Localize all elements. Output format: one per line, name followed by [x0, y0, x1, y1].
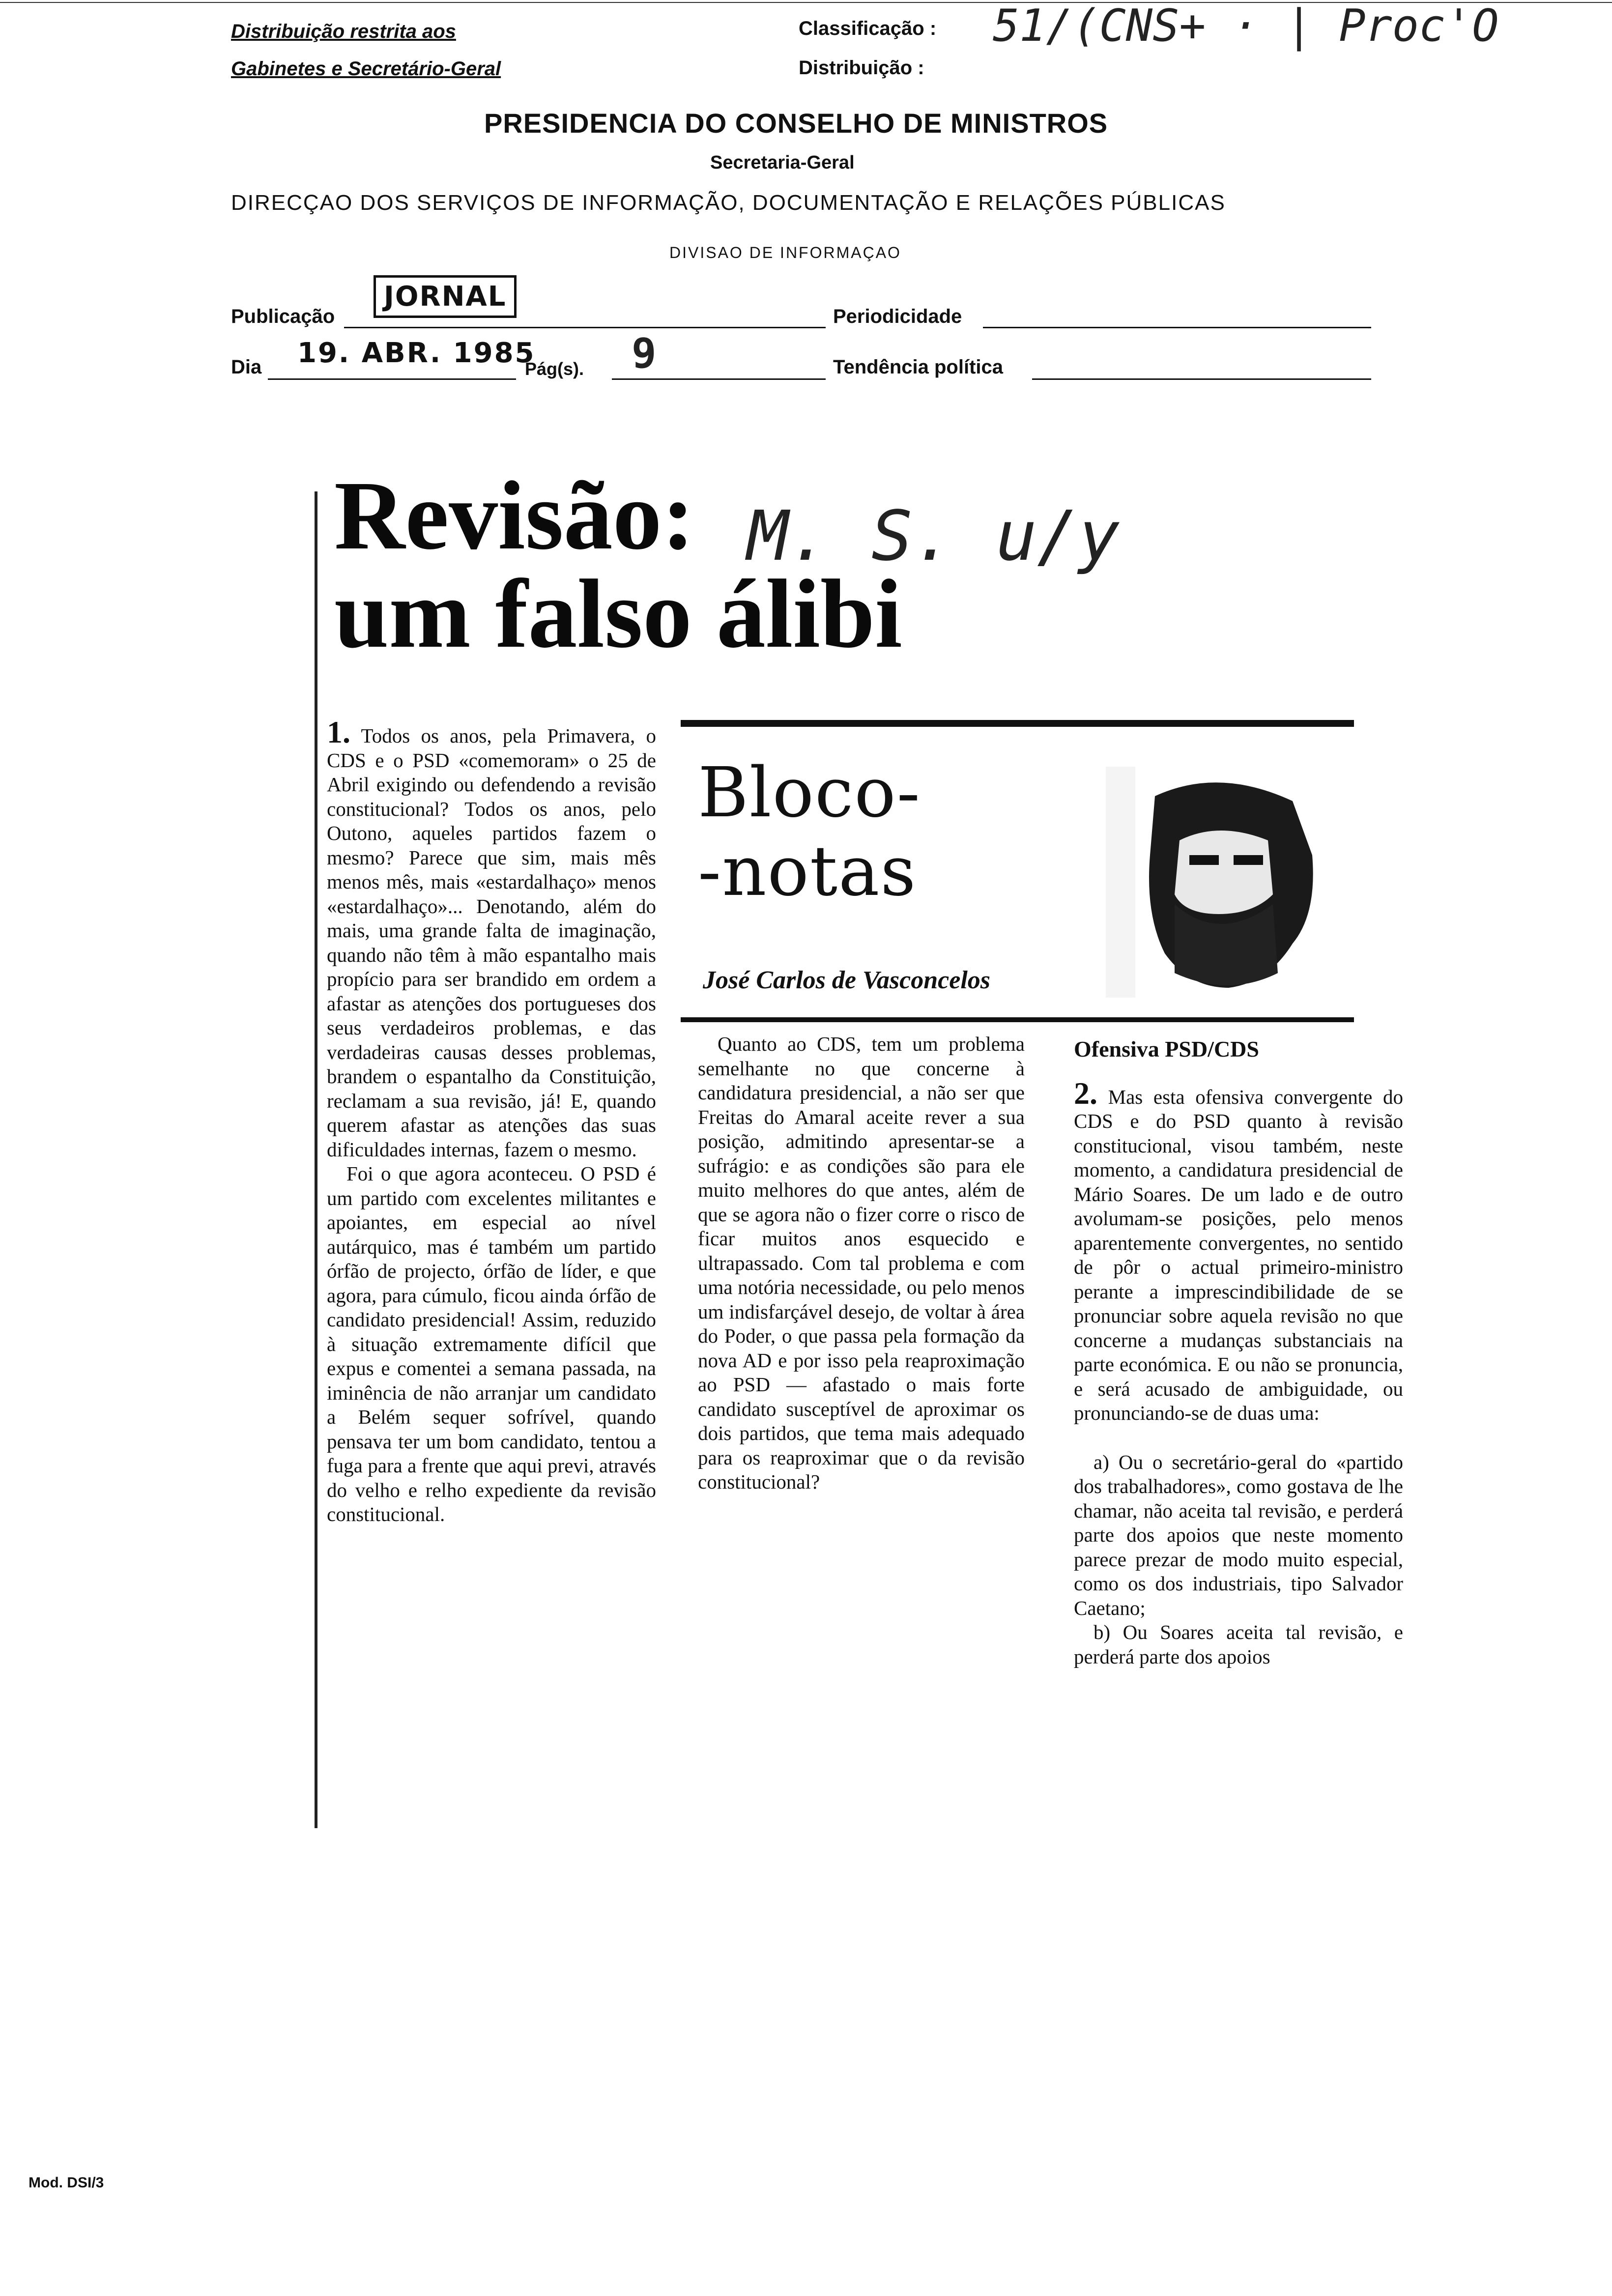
- column-name-line-1: Bloco-: [698, 753, 921, 833]
- day-stamp: 19. ABR. 1985: [297, 337, 536, 369]
- day-label: Dia: [231, 356, 262, 378]
- col3-paragraph-1: Mas esta ofensiva convergente do CDS e do PSD quanto à revisão constitucional, visou também, neste momento, a candidatura presidencial de Mário Soares. De um lado e de outro avolumam-se posições, pelo menos aparentemente convergentes, no sentido de pôr o actual primeiro-ministro perante a imprescindibilidade de se pronunciar sobre aquela revisão no que concerne a mudanças substanciais na parte económica. E ou não se pronuncia, e será acusado de ambiguidade, ou pronunciando-se de duas uma:: [1074, 1085, 1404, 1424]
- author-portrait: [1106, 767, 1337, 998]
- top-rule: [0, 2, 1612, 3]
- publication-line: [344, 327, 826, 328]
- publication-stamp: JORNAL: [374, 275, 517, 318]
- headline-line-2: um falso álibi: [334, 560, 902, 668]
- handwritten-classification: 51/(CNS+ · | Proc'O: [993, 0, 1499, 52]
- col1-paragraph-1: Todos os anos, pela Primavera, o CDS e o PSD «comemoram» o 25 de Abril exigindo ou defendendo a revisão constitucional? Todos os anos, pelo Outono, aqueles partidos fazem o mesmo? Parece que sim, mais mês menos mês, mais «estardalhaço» menos «estardalhaço»... Denotando, além do mais, uma grande falta de imaginação, quando não têm à mão espantalho mais propício para ser brandido em ordem a afastar as atenções dos portugueses dos seus verdadeiros problemas, e das verdadeiras causas desses problemas, brandem o espantalho da Constituição, reclamam a sua revisão, já! E, quando querem afastar as atenções das suas dificuldades internas, fazem o mesmo.: [327, 724, 656, 1161]
- section-number-2: 2.: [1074, 1075, 1097, 1111]
- col3-paragraph-3: b) Ou Soares aceita tal revisão, e perderá parte dos apoios: [1074, 1621, 1403, 1668]
- clipping-left-border: [315, 491, 317, 1828]
- periodicity-line: [983, 327, 1371, 328]
- day-line: [268, 378, 516, 380]
- col1-paragraph-2: Foi o que agora aconteceu. O PSD é um partido com excelentes militantes e apoiantes, em especial ao nível autárquico, mas é também um partido órfão de projecto, órfão de líder, e que agora, para cúmulo, ficou ainda órfão de candidato presidencial! Assim, reduzido à situação extremamente difícil que expus e comentei a semana passada, na iminência de não arranjar um candidato a Belém sequer sofrível, quando pensava ter um bom candidato, tentou a fuga para a frente que aqui previ, através do velho e relho expediente da revisão constitucional.: [327, 1162, 656, 1525]
- handwritten-note: M. S. u/y: [747, 496, 1120, 576]
- col3-paragraph-2: a) Ou o secretário-geral do «partido dos trabalhadores», como gostava de lhe chamar, não aceita tal revisão, e perderá parte dos apoios que neste momento parece prezar de modo muito especial, como os dos industriais, tipo Salvador Caetano;: [1074, 1450, 1403, 1619]
- section-number-1: 1.: [327, 715, 350, 749]
- column-name-line-2: -notas: [698, 832, 917, 912]
- periodicity-label: Periodicidade: [833, 306, 962, 327]
- pages-line: [612, 378, 826, 380]
- column-2: [698, 1032, 1025, 1494]
- division: DIVISAO DE INFORMAÇAO: [669, 244, 901, 261]
- org-subtitle: Secretaria-Geral: [710, 152, 855, 173]
- headline-line-1: Revisão:: [334, 461, 695, 570]
- bloco-top-rule: [681, 720, 1354, 727]
- bloco-bottom-rule: [681, 1017, 1354, 1022]
- directorate: DIRECÇAO DOS SERVIÇOS DE INFORMAÇÃO, DOCUMENTAÇÃO E RELAÇÕES PÚBLICAS: [231, 191, 1226, 215]
- byline: José Carlos de Vasconcelos: [703, 966, 990, 994]
- col2-paragraph-1: Quanto ao CDS, tem um problema semelhante no que concerne à candidatura presidencial, a não ser que Freitas do Amaral aceite rever a sua posição, admitindo apresentar-se a sufrágio: e as condições são para ele muito melhores do que antes, além de que se agora não o fizer corre o risco de ficar muitos anos esquecido e ultrapassado. Com tal problema e com uma notória necessidade, ou pelo menos um indisfarçável desejo, de voltar à área do Poder, o que passa pela formação da nova AD e por isso pela reaproximação ao PSD — afastado o mais forte candidato susceptível de aproximar os dois partidos, que tema mais adequado para os reaproximar que o da revisão constitucional?: [698, 1033, 1025, 1493]
- tendency-line: [1032, 378, 1371, 380]
- pages-handwritten: 9: [632, 329, 657, 377]
- tendency-label: Tendência política: [833, 356, 1003, 378]
- distribution-line-1: Distribuição restrita aos: [231, 21, 456, 42]
- col3-subhead: Ofensiva PSD/CDS: [1074, 1036, 1259, 1062]
- column-3: [1074, 1037, 1403, 1669]
- distribution-line-2: Gabinetes e Secretário-Geral: [231, 58, 501, 80]
- pages-label: Pág(s).: [525, 359, 584, 379]
- org-title: PRESIDENCIA DO CONSELHO DE MINISTROS: [484, 108, 1108, 139]
- form-code: Mod. DSI/3: [29, 2175, 104, 2191]
- column-1: [327, 715, 656, 1527]
- classification-label: Classificação :: [799, 18, 937, 39]
- distribution-label: Distribuição :: [799, 57, 924, 79]
- publication-label: Publicação: [231, 306, 335, 327]
